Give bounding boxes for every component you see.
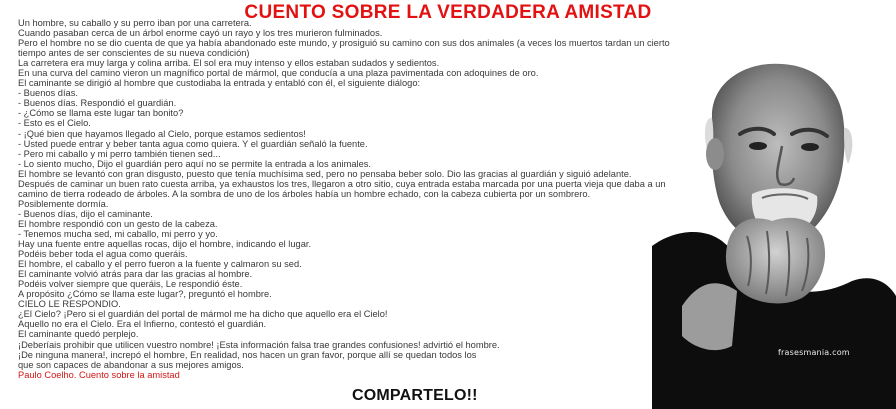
story-line: Un hombre, su caballo y su perro iban por una carretera. [18, 18, 252, 28]
story-line: Posiblemente dormía. [18, 198, 109, 209]
story-line: Podéis volver siempre que queráis, Le respondió éste. [18, 279, 243, 290]
share-cta: COMPARTELO!! [352, 387, 478, 404]
story-line: - Buenos días. [18, 88, 78, 99]
story-line: El hombre respondió con un gesto de la cabeza. [18, 218, 218, 229]
story-line: que son capaces de abandonar a sus mejores amigos. [18, 359, 244, 370]
story-line: La carretera era muy larga y colina arriba. El sol era muy intenso y ellos estaban sudados y sedientos. [18, 58, 440, 69]
story-line: CIELO LE RESPONDIO. [18, 299, 121, 310]
story-line: camino de tierra rodeado de árboles. A la sombra de uno de los árboles había un hombre echado, con la cabeza cubierta por un sombrero. [18, 188, 591, 199]
story-line: - ¿Cómo se llama este lugar tan bonito? [18, 108, 184, 119]
story-line: Después de caminar un buen rato cuesta arriba, ya exhaustos los tres, llegaron a otro sitio, cuya entrada estaba marcada por una puerta vieja que daba a un [18, 178, 666, 189]
story-line: - Usted puede entrar y beber tanta agua como quiera. Y el guardián señaló la fuente. [18, 138, 368, 149]
story-line: - Esto es el Cielo. [18, 118, 91, 129]
page-title: CUENTO SOBRE LA VERDADERA AMISTAD [244, 2, 652, 23]
story-line: tiempo antes de ser conscientes de su nueva condición) [18, 48, 250, 59]
story-text [18, 18, 738, 380]
story-line: ¡De ninguna manera!, increpó el hombre, En realidad, nos hacen un gran favor, porque allí se quedan todos los [18, 349, 477, 360]
watermark: frasesmania.com [778, 348, 850, 357]
story-line: El caminante se dirigió al hombre que custodiaba la entrada y entabló con él, el siguiente diálogo: [18, 78, 421, 89]
story-line: Cuando pasaban cerca de un árbol enorme cayó un rayo y los tres murieron fulminados. [18, 28, 383, 39]
story-line: - Lo siento mucho, Dijo el guardián pero aquí no se permite la entrada a los animales. [18, 158, 371, 169]
author-portrait [652, 46, 896, 409]
story-line: A propósito ¿Cómo se llama este lugar?, preguntó el hombre. [18, 289, 272, 300]
story-line: Aquello no era el Cielo. Era el Infierno, contestó el guardián. [18, 319, 267, 330]
story-line: El caminante volvió atrás para dar las gracias al hombre. [18, 269, 253, 280]
story-line: El hombre se levantó con gran disgusto, puesto que tenía muchísima sed, pero no pensaba beber solo. Dio las gracias al guardián y siguió adelante. [18, 168, 632, 179]
signature: Paulo Coelho. Cuento sobre la amistad [18, 369, 180, 380]
story-line: - Tenemos mucha sed, mi caballo, mi perro y yo. [18, 228, 218, 239]
story-line: En una curva del camino vieron un magnífico portal de mármol, que conducía a una plaza pavimentada con adoquines de oro. [18, 68, 539, 79]
story-line: - Pero mi caballo y mi perro también tienen sed... [18, 148, 221, 159]
story-line: El caminante quedó perplejo. [18, 329, 139, 340]
story-line: - ¡Qué bien que hayamos llegado al Cielo, porque estamos sedientos! [18, 128, 306, 139]
story-line: El hombre, el caballo y el perro fueron a la fuente y calmaron su sed. [18, 259, 302, 270]
story-line: Pero el hombre no se dio cuenta de que ya había abandonado este mundo, y prosiguió su camino con sus dos animales (a veces los muertos tardan un cierto [18, 38, 670, 49]
story-line: ¿El Cielo? ¡Pero si el guardián del portal de mármol me ha dicho que aquello era el Cielo! [18, 309, 388, 320]
story-line: - Buenos días. Respondió el guardián. [18, 98, 177, 109]
story-line: ¡Deberíais prohibir que utilicen vuestro nombre! ¡Esta información falsa trae grandes confusiones! advirtió el hombre. [18, 339, 500, 350]
story-line: Hay una fuente entre aquellas rocas, dijo el hombre, indicando el lugar. [18, 239, 312, 250]
story-line: Podéis beber toda el agua como queráis. [18, 249, 188, 260]
story-line: - Buenos días, dijo el caminante. [18, 208, 153, 219]
